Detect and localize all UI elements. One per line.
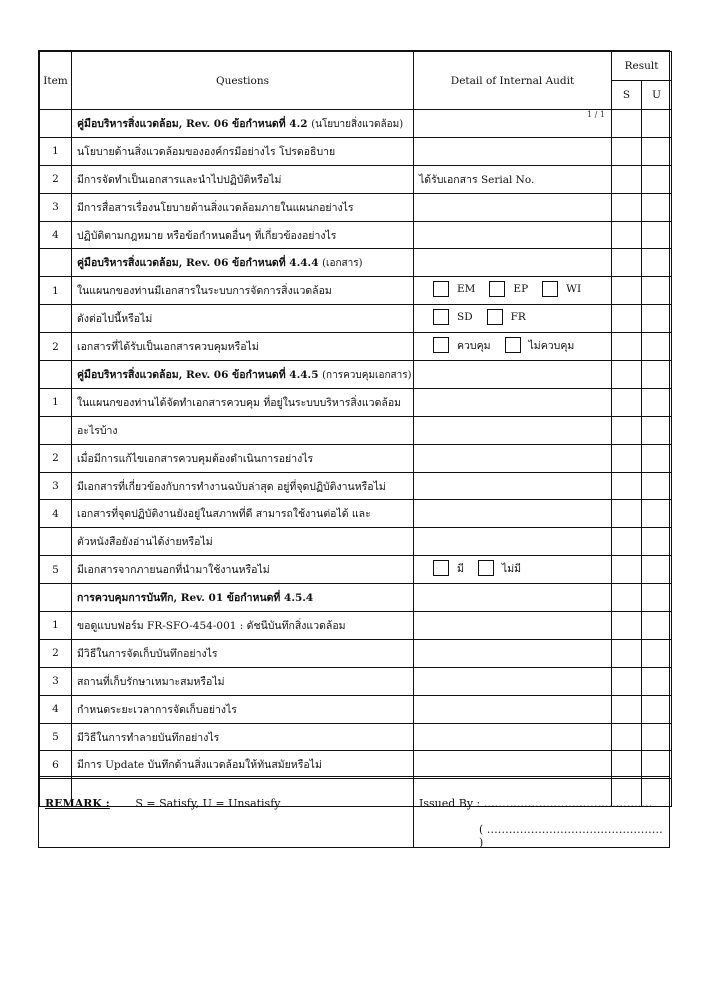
result-u-cell[interactable] bbox=[642, 333, 672, 361]
item-number: 1 bbox=[40, 612, 72, 640]
question-text: มีการสื่อสารเรื่องนโยบายด้านสิ่งแวดล้อมภายในแผนกอย่างไร bbox=[72, 193, 414, 221]
table-row bbox=[40, 500, 672, 528]
item-number bbox=[40, 305, 72, 333]
header-u: U bbox=[642, 81, 672, 110]
remark-label: REMARK : bbox=[45, 797, 110, 810]
table-row bbox=[40, 444, 672, 472]
result-s-cell[interactable] bbox=[612, 221, 642, 249]
table-row bbox=[40, 305, 672, 333]
result-s-cell[interactable] bbox=[612, 472, 642, 500]
detail-cell[interactable] bbox=[414, 137, 612, 165]
question-text: อะไรบ้าง bbox=[72, 416, 414, 444]
item-number: 6 bbox=[40, 751, 72, 779]
header-detail bbox=[414, 52, 612, 110]
item-number: 2 bbox=[40, 165, 72, 193]
result-s-cell[interactable] bbox=[612, 388, 642, 416]
section-header bbox=[40, 584, 672, 612]
result-u-cell[interactable] bbox=[642, 528, 672, 556]
result-s-cell[interactable] bbox=[612, 723, 642, 751]
question-text: ในแผนกของท่านได้จัดทำเอกสารควบคุม ที่อยู่ในระบบบริหารสิ่งแวดล้อม bbox=[72, 388, 414, 416]
table-row bbox=[40, 388, 672, 416]
result-u-cell[interactable] bbox=[642, 193, 672, 221]
table-row bbox=[40, 556, 672, 584]
detail-cell bbox=[414, 277, 612, 305]
result-s-cell[interactable] bbox=[612, 612, 642, 640]
result-s-cell[interactable] bbox=[612, 305, 642, 333]
audit-table bbox=[39, 51, 672, 807]
question-text: เมื่อมีการแก้ไขเอกสารควบคุมต้องดำเนินการอย่างไร bbox=[72, 444, 414, 472]
header-s: S bbox=[612, 81, 642, 110]
result-u-cell[interactable] bbox=[642, 612, 672, 640]
result-u-cell[interactable] bbox=[642, 416, 672, 444]
result-u-cell[interactable] bbox=[642, 277, 672, 305]
checkbox[interactable] bbox=[433, 309, 449, 325]
checkbox[interactable] bbox=[478, 560, 494, 576]
header-item: Item bbox=[40, 52, 72, 110]
result-s-cell[interactable] bbox=[612, 528, 642, 556]
checkbox-label: ไม่ควบคุม bbox=[528, 339, 575, 352]
result-s-cell[interactable] bbox=[612, 137, 642, 165]
section-header bbox=[40, 110, 672, 138]
section-title-text: การควบคุมการบันทึก, Rev. 01 ข้อกำหนดที่ 4.5.4 bbox=[77, 592, 314, 605]
footer bbox=[39, 776, 669, 847]
item-number: 1 bbox=[40, 137, 72, 165]
item-number: 1 bbox=[40, 277, 72, 305]
result-s-cell[interactable] bbox=[612, 556, 642, 584]
checkbox-option[interactable] bbox=[487, 309, 526, 325]
detail-cell[interactable] bbox=[414, 528, 612, 556]
item-number bbox=[40, 416, 72, 444]
detail-cell[interactable] bbox=[414, 388, 612, 416]
table-row bbox=[40, 165, 672, 193]
result-u-cell[interactable] bbox=[642, 723, 672, 751]
section-subtitle: (การควบคุมเอกสาร) bbox=[322, 369, 412, 381]
question-text: เอกสารที่ได้รับเป็นเอกสารควบคุมหรือไม่ bbox=[72, 333, 414, 361]
item-number: 4 bbox=[40, 695, 72, 723]
checkbox-option[interactable] bbox=[489, 281, 528, 297]
section-subtitle: (เอกสาร) bbox=[322, 258, 363, 270]
table-row bbox=[40, 528, 672, 556]
result-s-cell[interactable] bbox=[612, 444, 642, 472]
detail-cell[interactable] bbox=[414, 472, 612, 500]
section-title bbox=[72, 110, 414, 138]
detail-cell[interactable] bbox=[414, 695, 612, 723]
table-row bbox=[40, 695, 672, 723]
item-number: 3 bbox=[40, 667, 72, 695]
checkbox-label: FR bbox=[510, 311, 526, 324]
header-result: Result bbox=[612, 52, 672, 81]
result-u-cell[interactable] bbox=[642, 137, 672, 165]
question-text: กำหนดระยะเวลาการจัดเก็บอย่างไร bbox=[72, 695, 414, 723]
table-row bbox=[40, 612, 672, 640]
item-number: 4 bbox=[40, 500, 72, 528]
checkbox[interactable] bbox=[542, 281, 558, 297]
checkbox-label: EP bbox=[513, 283, 529, 296]
table-row bbox=[40, 751, 672, 779]
header-detail-label: Detail of Internal Audit bbox=[450, 74, 575, 87]
item-number: 5 bbox=[40, 723, 72, 751]
signature-line: ( ………………………………………… ) bbox=[479, 823, 663, 849]
checkbox[interactable] bbox=[433, 337, 449, 353]
result-u-cell[interactable] bbox=[642, 556, 672, 584]
question-text: ดังต่อไปนี้หรือไม่ bbox=[72, 305, 414, 333]
table-row bbox=[40, 416, 672, 444]
item-number: 3 bbox=[40, 193, 72, 221]
section-title-text: คู่มือบริหารสิ่งแวดล้อม, Rev. 06 ข้อกำหนดที่ 4.2 bbox=[77, 117, 308, 130]
table-row bbox=[40, 333, 672, 361]
audit-checklist-sheet bbox=[38, 50, 670, 848]
page-number: 1 / 1 bbox=[587, 110, 605, 119]
question-text: นโยบายด้านสิ่งแวดล้อมขององค์กรมีอย่างไร โปรดอธิบาย bbox=[72, 137, 414, 165]
detail-cell[interactable]: ได้รับเอกสาร Serial No. bbox=[414, 165, 612, 193]
result-s-cell[interactable] bbox=[612, 751, 642, 779]
checkbox-option[interactable] bbox=[542, 281, 581, 297]
question-text: มีวิธีในการจัดเก็บบันทึกอย่างไร bbox=[72, 639, 414, 667]
header-questions: Questions bbox=[72, 52, 414, 110]
table-row bbox=[40, 193, 672, 221]
item-number: 1 bbox=[40, 388, 72, 416]
item-number: 4 bbox=[40, 221, 72, 249]
result-u-cell[interactable] bbox=[642, 500, 672, 528]
question-text: สถานที่เก็บรักษาเหมาะสมหรือไม่ bbox=[72, 667, 414, 695]
question-text: ปฏิบัติตามกฎหมาย หรือข้อกำหนดอื่นๆ ที่เกี่ยวข้องอย่างไร bbox=[72, 221, 414, 249]
section-subtitle: (นโยบายสิ่งแวดล้อม) bbox=[311, 118, 404, 130]
result-s-cell[interactable] bbox=[612, 277, 642, 305]
question-text: มีเอกสารที่เกี่ยวข้องกับการทำงานฉบับล่าสุด อยู่ที่จุดปฏิบัติงานหรือไม่ bbox=[72, 472, 414, 500]
result-s-cell[interactable] bbox=[612, 416, 642, 444]
detail-cell[interactable] bbox=[414, 723, 612, 751]
remark-text: S = Satisfy, U = Unsatisfy bbox=[135, 797, 281, 810]
table-row bbox=[40, 723, 672, 751]
question-text: มีการ Update บันทึกด้านสิ่งแวดล้อมให้ทันสมัยหรือไม่ bbox=[72, 751, 414, 779]
item-number: 2 bbox=[40, 333, 72, 361]
remark bbox=[45, 797, 281, 810]
result-u-cell[interactable] bbox=[642, 751, 672, 779]
result-u-cell[interactable] bbox=[642, 695, 672, 723]
section-title bbox=[72, 249, 414, 277]
question-text: มีเอกสารจากภายนอกที่นำมาใช้งานหรือไม่ bbox=[72, 556, 414, 584]
detail-cell[interactable] bbox=[414, 193, 612, 221]
detail-cell[interactable] bbox=[414, 612, 612, 640]
detail-cell[interactable] bbox=[414, 416, 612, 444]
result-s-cell[interactable] bbox=[612, 333, 642, 361]
result-s-cell[interactable] bbox=[612, 500, 642, 528]
question-text: เอกสารที่จุดปฏิบัติงานยังอยู่ในสภาพที่ดี สามารถใช้งานต่อได้ และ bbox=[72, 500, 414, 528]
section-header bbox=[40, 249, 672, 277]
detail-cell[interactable] bbox=[414, 667, 612, 695]
detail-cell[interactable] bbox=[414, 500, 612, 528]
result-u-cell[interactable] bbox=[642, 444, 672, 472]
result-u-cell[interactable] bbox=[642, 221, 672, 249]
detail-cell bbox=[414, 305, 612, 333]
question-text: มีวิธีในการทำลายบันทึกอย่างไร bbox=[72, 723, 414, 751]
item-number: 5 bbox=[40, 556, 72, 584]
result-s-cell[interactable] bbox=[612, 639, 642, 667]
result-u-cell[interactable] bbox=[642, 165, 672, 193]
table-row bbox=[40, 137, 672, 165]
checkbox-option[interactable] bbox=[433, 309, 473, 325]
item-number: 2 bbox=[40, 639, 72, 667]
section-title bbox=[72, 361, 414, 389]
checkbox[interactable] bbox=[487, 309, 503, 325]
table-row bbox=[40, 472, 672, 500]
section-title bbox=[72, 584, 414, 612]
item-number bbox=[40, 528, 72, 556]
section-header bbox=[40, 361, 672, 389]
checkbox-label: มี bbox=[457, 562, 464, 575]
issued-by: Issued By : ………………………………………. bbox=[419, 797, 653, 810]
item-number: 3 bbox=[40, 472, 72, 500]
item-number: 2 bbox=[40, 444, 72, 472]
detail-cell[interactable] bbox=[414, 444, 612, 472]
detail-cell bbox=[414, 333, 612, 361]
table-row bbox=[40, 667, 672, 695]
result-u-cell[interactable] bbox=[642, 305, 672, 333]
result-s-cell[interactable] bbox=[612, 695, 642, 723]
result-s-cell[interactable] bbox=[612, 667, 642, 695]
question-text: ขอดูแบบฟอร์ม FR-SFO-454-001 : ดัชนีบันทึกสิ่งแวดล้อม bbox=[72, 612, 414, 640]
checkbox-option[interactable] bbox=[433, 337, 491, 354]
detail-cell[interactable] bbox=[414, 751, 612, 779]
section-title-text: คู่มือบริหารสิ่งแวดล้อม, Rev. 06 ข้อกำหนดที่ 4.4.5 bbox=[77, 368, 319, 381]
checkbox[interactable] bbox=[505, 337, 521, 353]
result-s-cell[interactable] bbox=[612, 193, 642, 221]
checkbox-label: ไม่มี bbox=[501, 562, 522, 575]
checkbox-label: WI bbox=[566, 283, 582, 296]
checkbox[interactable] bbox=[433, 281, 449, 297]
result-u-cell[interactable] bbox=[642, 639, 672, 667]
checkbox-option[interactable] bbox=[478, 560, 521, 577]
result-u-cell[interactable] bbox=[642, 667, 672, 695]
checkbox-label: EM bbox=[457, 283, 476, 296]
section-title-text: คู่มือบริหารสิ่งแวดล้อม, Rev. 06 ข้อกำหนดที่ 4.4.4 bbox=[77, 257, 319, 270]
detail-cell[interactable] bbox=[414, 639, 612, 667]
question-text: ในแผนกของท่านมีเอกสารในระบบการจัดการสิ่งแวดล้อม bbox=[72, 277, 414, 305]
checkbox-option[interactable] bbox=[433, 560, 464, 577]
checkbox-option[interactable] bbox=[505, 337, 575, 354]
table-row bbox=[40, 639, 672, 667]
checkbox[interactable] bbox=[433, 560, 449, 576]
table-row bbox=[40, 277, 672, 305]
checkbox-label: ควบคุม bbox=[457, 339, 491, 352]
detail-cell[interactable] bbox=[414, 221, 612, 249]
detail-cell bbox=[414, 556, 612, 584]
result-u-cell[interactable] bbox=[642, 472, 672, 500]
checkbox[interactable] bbox=[489, 281, 505, 297]
result-s-cell[interactable] bbox=[612, 165, 642, 193]
question-text: ตัวหนังสือยังอ่านได้ง่ายหรือไม่ bbox=[72, 528, 414, 556]
checkbox-label: SD bbox=[457, 311, 473, 324]
question-text: มีการจัดทำเป็นเอกสารและนำไปปฏิบัติหรือไม่ bbox=[72, 165, 414, 193]
table-row bbox=[40, 221, 672, 249]
checkbox-option[interactable] bbox=[433, 281, 475, 297]
result-u-cell[interactable] bbox=[642, 388, 672, 416]
